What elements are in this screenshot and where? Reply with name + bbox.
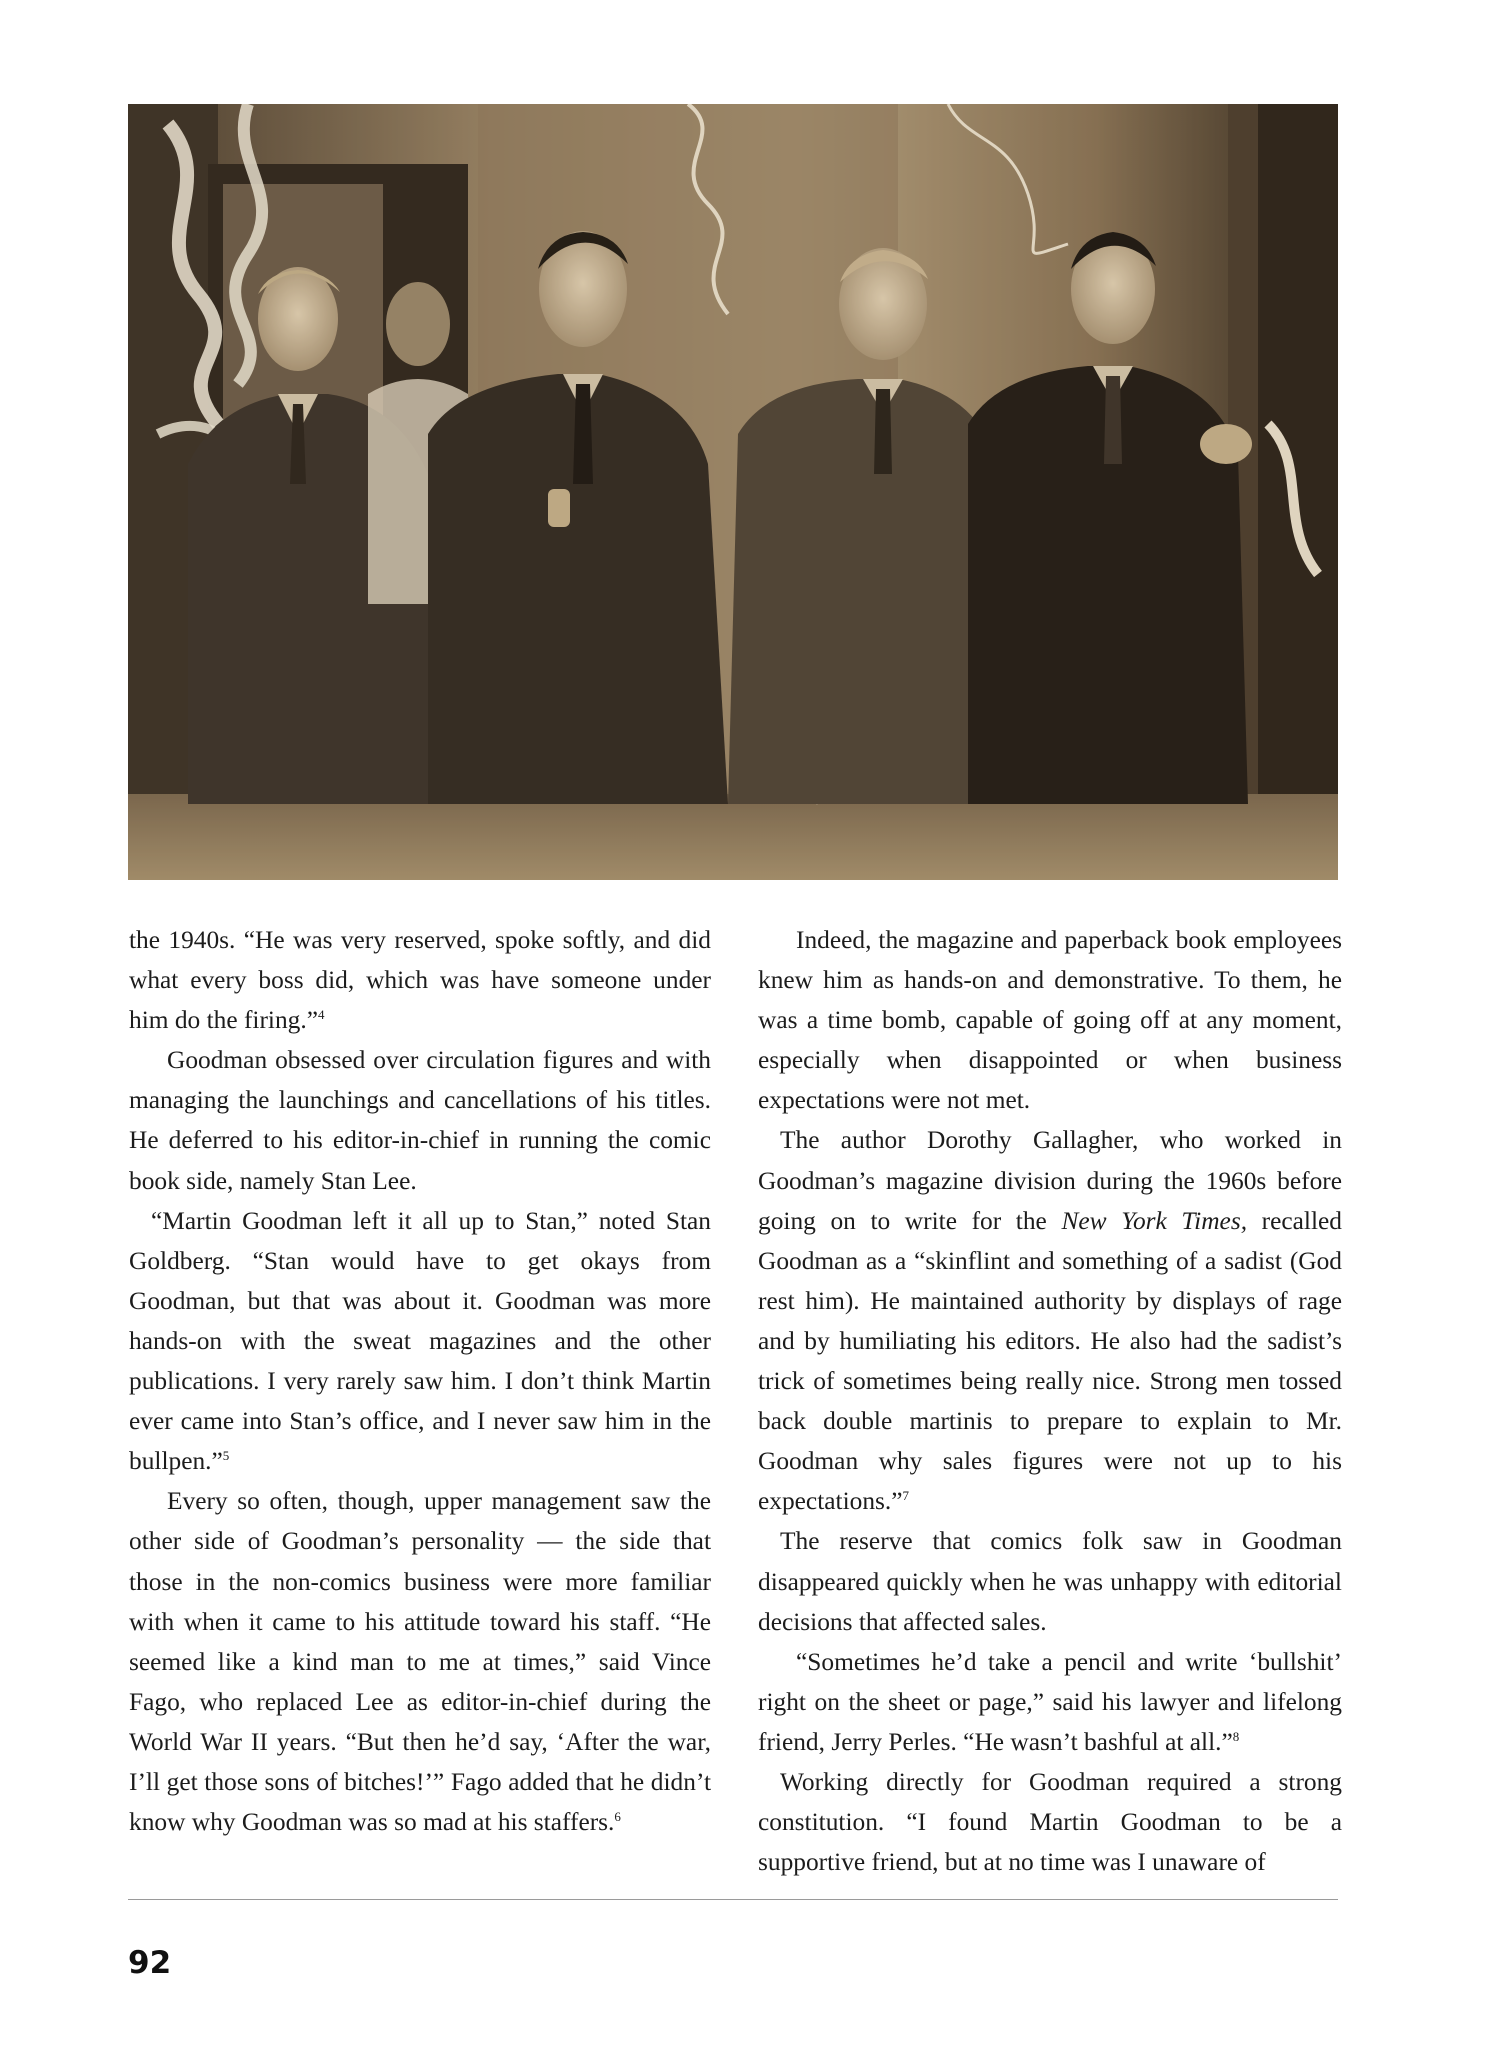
paragraph <box>758 1762 1342 1882</box>
archival-photograph <box>128 104 1338 880</box>
paragraph-text: “Martin Goodman left it all up to Stan,” noted Stan Goldberg. “Stan would have to get okays from Goodman, but that was about it. Goodman was more hands-on with the sweat magazines and the other publications. I very rarely saw him. I don’t think Martin ever came into Stan’s office, and I never saw him in the bullpen.” <box>129 1206 711 1476</box>
paragraph <box>758 1120 1342 1521</box>
paragraph-text: the 1940s. “He was very reserved, spoke softly, and did what every boss did, which was have someone under him do the firing.” <box>129 926 711 1035</box>
paragraph <box>129 1481 711 1842</box>
footnote-marker[interactable]: 8 <box>1232 1728 1240 1744</box>
paragraph-text: “Sometimes he’d take a pencil and write ‘bullshit’ right on the sheet or page,” said his lawyer and lifelong friend, Jerry Perles. “He wasn’t bashful at all.” <box>758 1647 1342 1756</box>
paragraph <box>129 1201 711 1482</box>
publication-title: New York Times, <box>1061 1206 1248 1235</box>
paragraph <box>129 1040 711 1200</box>
paragraph <box>758 1521 1342 1641</box>
paragraph-text: recalled Goodman as a “skinflint and something of a sadist (God rest him). He maintained authority by displays of rage and by humiliating his editors. He also had the sadist’s trick of sometimes being really nice. Strong men tossed back double martinis to prepare to explain to Mr. Goodman why sales figures were not up to his expectations.” <box>758 1206 1342 1516</box>
footnote-marker[interactable]: 4 <box>317 1007 325 1023</box>
paragraph-text: Goodman obsessed over circulation figures and with managing the launchings and cancellations of his titles. He deferred to his editor-in-chief in running the comic book side, namely Stan Lee. <box>129 1046 711 1195</box>
paragraph-text: Working directly for Goodman required a strong constitution. “I found Martin Goodman to be a supportive friend, but at no time was I unaware of <box>758 1767 1342 1877</box>
paragraph-text: Indeed, the magazine and paperback book employees knew him as hands-on and demonstrative. To them, he was a time bomb, capable of going off at any moment, especially when disappointed or when business expectations were not met. <box>758 926 1342 1115</box>
paragraph-text: The reserve that comics folk saw in Goodman disappeared quickly when he was unhappy with editorial decisions that affected sales. <box>758 1527 1342 1636</box>
paragraph <box>129 920 711 1040</box>
footnote-marker[interactable]: 5 <box>222 1448 230 1464</box>
paragraph-text: Every so often, though, upper management saw the other side of Goodman’s personality — the side that those in the non-comics business were more familiar with when it came to his attitude toward his staff. “He seemed like a kind man to me at times,” said Vince Fago, who replaced Lee as editor-in-chief during the World War II years. “But then he’d say, ‘After the war, I’ll get those sons of bitches!’” Fago added that he didn’t know why Goodman was so mad at his staffers. <box>129 1487 711 1837</box>
left-text-column <box>129 920 711 1842</box>
footnote-marker[interactable]: 7 <box>902 1488 910 1504</box>
footer-divider <box>128 1899 1338 1900</box>
right-text-column <box>758 920 1342 1882</box>
paragraph-text: The author Dorothy Gallagher, who worked in Goodman’s magazine division during the 1960s before going on to write for the <box>758 1126 1342 1235</box>
paragraph <box>758 1642 1342 1762</box>
page-number: 92 <box>128 1945 172 1981</box>
vintage-photo-icon <box>128 104 1338 880</box>
footnote-marker[interactable]: 6 <box>614 1809 621 1825</box>
paragraph <box>758 920 1342 1120</box>
